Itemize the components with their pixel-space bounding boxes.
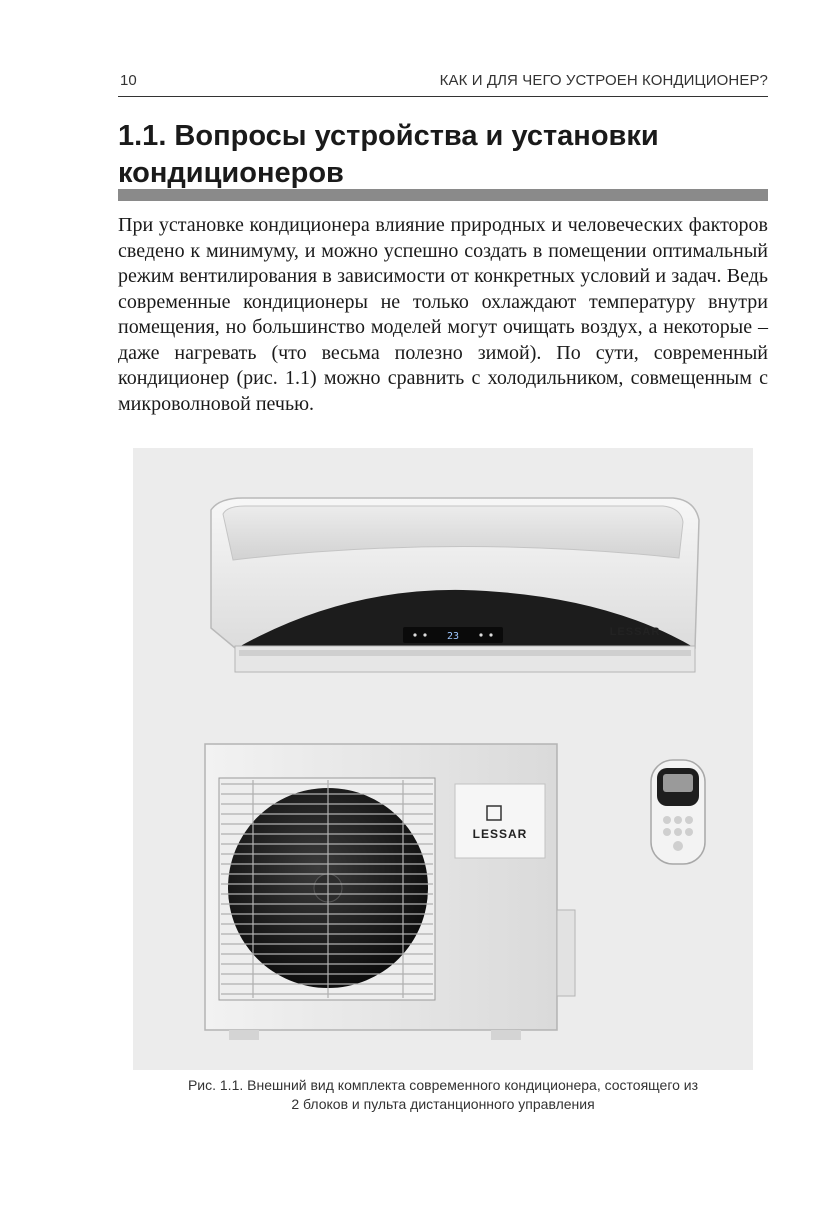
figure-air-conditioner [133, 448, 753, 1070]
remote-control [651, 760, 705, 864]
temperature-display: 23 [446, 631, 460, 642]
running-head [118, 66, 768, 97]
figure-illustration [133, 448, 753, 1070]
chapter-title: КАК И ДЛЯ ЧЕГО УСТРОЕН КОНДИЦИОНЕР? [439, 72, 768, 89]
indoor-brand-logo: LESSAR [609, 626, 661, 638]
outdoor-brand-logo: LESSAR [472, 827, 528, 841]
outdoor-unit [205, 744, 575, 1040]
caption-line-2: 2 блоков и пульта дистанционного управления [291, 1096, 595, 1112]
caption-line-1: Рис. 1.1. Внешний вид комплекта современного кондиционера, состоящего из [187, 1077, 699, 1093]
body-paragraph: При установке кондиционера влияние природных и человеческих факторов сведено к минимуму, и можно успешно создать в помещении оптимальный режим вентилирования в зависимости от конкретных условий и задач. Ведь современные кондиционеры не только охлаждают температуру внутри помещения, но большинство моделей могут очищать воздух, а некоторые – даже нагревать (что весьма полезно зимой). По сути, современный кондиционер (рис. 1.1) можно сравнить с холодильником, совмещенным с микроволновой печью. [118, 214, 768, 415]
section-title: 1.1. Вопросы устройства и установки кондиционеров [118, 120, 659, 189]
page-number: 10 [120, 72, 137, 89]
title-rule [118, 189, 768, 201]
indoor-unit [211, 498, 699, 672]
figure-caption [118, 1076, 768, 1114]
